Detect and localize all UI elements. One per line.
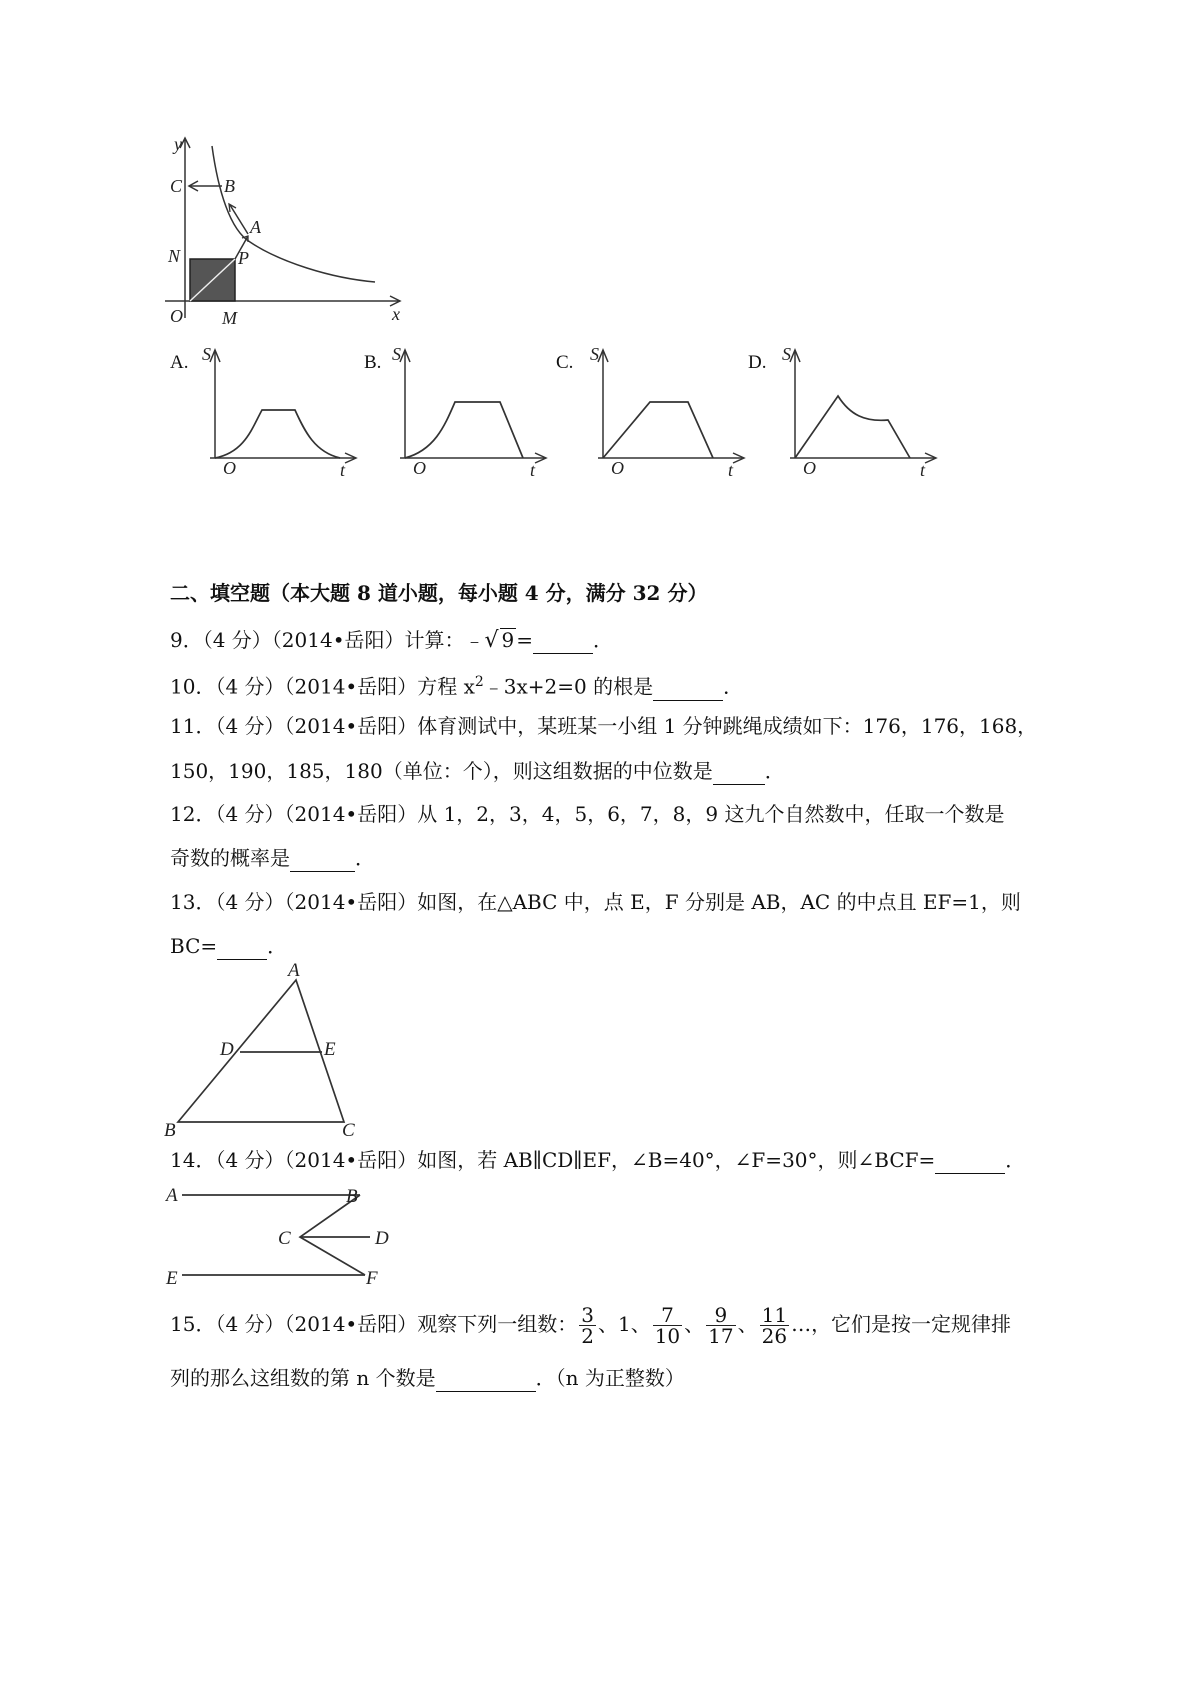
svg-text:S: S [392, 344, 401, 364]
tri-label-c: C [342, 1120, 355, 1141]
label-m: M [222, 308, 237, 328]
label-x: x [392, 304, 400, 324]
q10-end: ． [723, 674, 744, 699]
label-o: O [170, 306, 183, 326]
q15-end: ．（n 为正整数） [535, 1366, 685, 1390]
option-a-graph[interactable] [190, 340, 370, 480]
label-c: C [170, 176, 183, 196]
q9-end: ． [593, 628, 614, 652]
q15-fraction-2: $\frac{7}{10}$ [654, 1303, 681, 1348]
question-11-line1: 11．（4 分）（2014•岳阳）体育测试中，某班某一小组 1 分钟跳绳成绩如下：176，176，168， [170, 714, 1038, 738]
q13-end: ． [267, 934, 288, 958]
svg-text:t: t [728, 460, 734, 480]
svg-text:O: O [803, 458, 816, 478]
svg-text:S: S [590, 344, 599, 364]
q15-line2-text: 列的那么这组数的第 n 个数是 [170, 1366, 436, 1390]
question-12-line1: 12．（4 分）（2014•岳阳）从 1，2，3，4，5，6，7，8，9 这九个自然数中，任取一个数是 [170, 802, 1005, 826]
question-15-line2 [170, 1365, 685, 1392]
q13-answer-blank[interactable] [217, 933, 267, 960]
q15-prefix: 15．（4 分）（2014•岳阳）观察下列一组数： [170, 1312, 578, 1336]
label-a: A [250, 217, 261, 237]
question-15-line1 [170, 1300, 1011, 1348]
option-b-letter: B. [364, 352, 382, 373]
label-y: y [174, 134, 182, 154]
q12-line2-text: 奇数的概率是 [170, 846, 290, 870]
question-13-line1: 13．（4 分）（2014•岳阳）如图，在△ABC 中，点 E，F 分别是 AB，AC 的中点且 EF=1，则 [170, 890, 1021, 914]
q9-prefix: 9．（4 分）（2014•岳阳）计算：﹣ [170, 628, 485, 652]
q14-text: 14．（4 分）（2014•岳阳）如图，若 AB∥CD∥EF，∠B=40°，∠F=30°，则∠BCF= [170, 1148, 936, 1172]
q12-answer-blank[interactable] [290, 845, 355, 872]
q15-fraction-4: $\frac{11}{26}$ [761, 1303, 788, 1348]
option-b-graph[interactable] [380, 340, 560, 480]
par-label-d: D [375, 1228, 389, 1249]
tri-label-d: D [220, 1039, 234, 1060]
svg-text:t: t [920, 460, 926, 480]
svg-text:S: S [782, 344, 791, 364]
q9-answer-blank[interactable] [533, 627, 593, 654]
parallel-figure [160, 1180, 420, 1300]
question-11-line2 [170, 758, 785, 785]
q10-answer-blank[interactable] [653, 674, 723, 701]
option-d-graph[interactable] [770, 340, 950, 480]
label-n: N [168, 246, 181, 266]
q15-tail: …，它们是按一定规律排 [791, 1312, 1012, 1336]
svg-text:O: O [223, 458, 236, 478]
q14-answer-blank[interactable] [935, 1147, 1005, 1174]
triangle-figure [160, 960, 380, 1145]
q15-sep2: 、 [684, 1312, 705, 1336]
svg-text:O: O [611, 458, 624, 478]
label-b: B [224, 176, 235, 196]
svg-text:t: t [340, 460, 346, 480]
par-label-a: A [166, 1185, 178, 1206]
svg-text:t: t [530, 460, 536, 480]
q14-end: ． [1005, 1148, 1026, 1172]
par-label-f: F [366, 1268, 378, 1289]
q10-prefix: 10．（4 分）（2014•岳阳）方程 x [170, 674, 475, 699]
section-heading: 二、填空题（本大题 8 道小题，每小题 4 分，满分 32 分） [170, 581, 708, 605]
label-p: P [238, 248, 249, 268]
q10-sup: 2 [474, 674, 484, 690]
q15-fraction-1: $\frac{3}{2}$ [581, 1303, 594, 1348]
question-9: 9．（4 分）（2014•岳阳）计算：﹣√ 9 = ． [170, 628, 614, 653]
q10-suffix: ﹣3x+2=0 的根是 [483, 674, 654, 699]
q11-end: ． [764, 759, 785, 783]
par-label-b: B [346, 1186, 358, 1207]
q9-radicand: 9 [501, 628, 515, 652]
q15-sep3: 、 [737, 1312, 758, 1336]
q9-eq: = [516, 628, 534, 652]
svg-text:S: S [202, 344, 211, 364]
par-label-c: C [278, 1228, 291, 1249]
tri-label-a: A [288, 960, 300, 981]
par-label-e: E [166, 1268, 178, 1289]
q13-line2-text: BC= [170, 934, 218, 958]
option-c-graph[interactable] [578, 340, 758, 480]
q11-answer-blank[interactable] [713, 758, 765, 785]
option-d-letter: D. [748, 352, 767, 373]
main-figure [160, 130, 420, 330]
option-a-letter: A. [170, 352, 189, 373]
svg-text:O: O [413, 458, 426, 478]
question-14 [170, 1147, 1025, 1174]
question-10 [170, 669, 743, 701]
option-c-letter: C. [556, 352, 574, 373]
tri-label-e: E [324, 1039, 336, 1060]
question-12-line2 [170, 845, 375, 872]
question-13-line2 [170, 933, 287, 960]
q15-answer-blank[interactable] [436, 1365, 536, 1392]
q11-line2-text: 150，190，185，180（单位：个），则这组数据的中位数是 [170, 759, 713, 783]
q15-sep1: 、1、 [597, 1312, 651, 1336]
q12-end: ． [355, 846, 375, 870]
tri-label-b: B [164, 1120, 176, 1141]
q15-fraction-3: $\frac{9}{17}$ [708, 1303, 734, 1348]
